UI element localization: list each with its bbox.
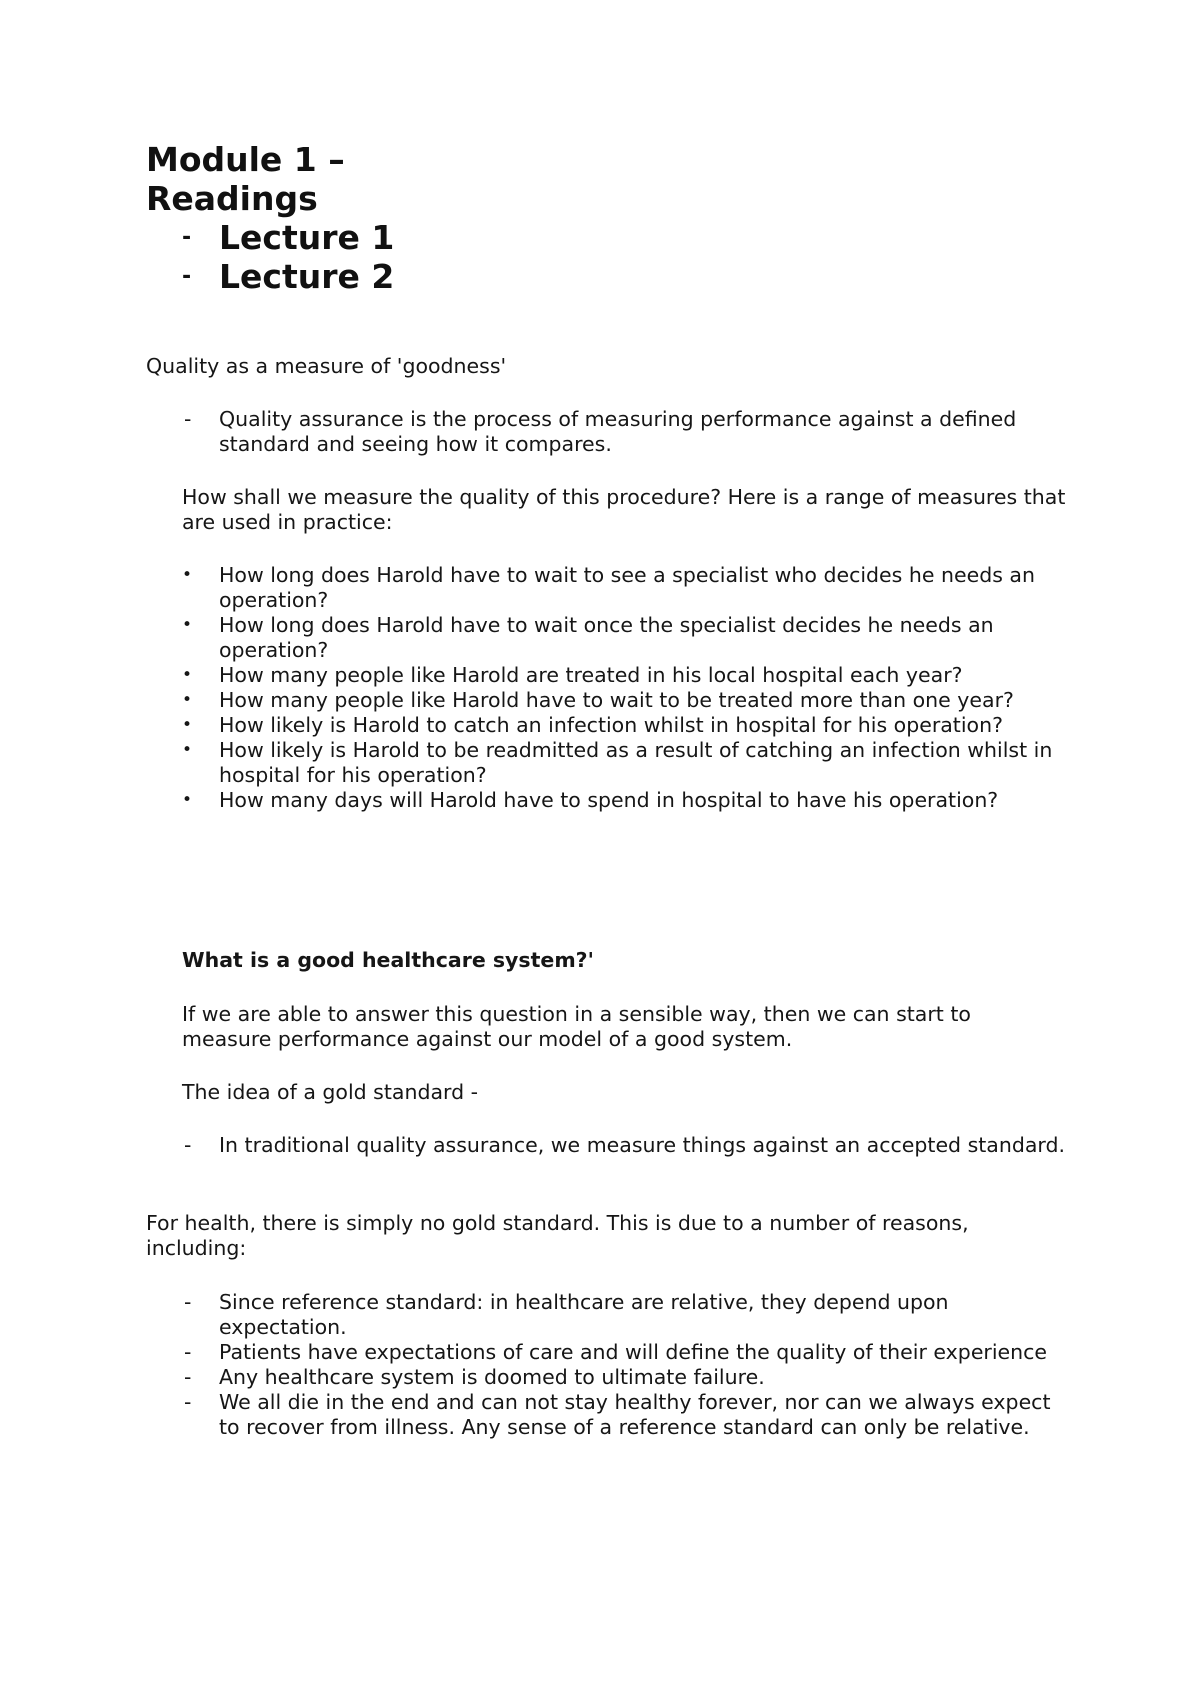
dash-marker: - [184, 1290, 192, 1314]
dash-marker: - [184, 407, 192, 431]
dash-marker: - [182, 264, 192, 289]
list-item-text: Quality assurance is the process of measuring performance against a defined standard and seeing how it compares. [219, 407, 1017, 456]
lecture-label: Lecture 1 [219, 218, 395, 257]
list-item [146, 1390, 1066, 1440]
bullet-marker: • [182, 790, 193, 810]
gold-standard-heading: The idea of a gold standard - [182, 1080, 479, 1104]
bullet-marker: • [182, 715, 193, 735]
list-item [146, 738, 1066, 788]
list-item-text: We all die in the end and can not stay healthy forever, nor can we always expect to recover from illness. Any sense of a reference standard can only be relative. [219, 1390, 1051, 1439]
list-item [146, 1365, 1066, 1390]
lecture-item [146, 257, 394, 296]
list-item-text: Any healthcare system is doomed to ultimate failure. [219, 1365, 765, 1389]
list-item-text: How many days will Harold have to spend in hospital to have his operation? [219, 788, 999, 812]
list-item-text: How many people like Harold have to wait to be treated more than one year? [219, 688, 1014, 712]
dash-marker: - [184, 1133, 192, 1157]
bullet-marker: • [182, 565, 193, 585]
section-heading-quality: Quality as a measure of 'goodness' [146, 354, 507, 378]
reasons-dash-list [146, 1290, 1066, 1440]
gold-standard-dash-list [146, 1133, 1066, 1158]
measures-intro: How shall we measure the quality of this procedure? Here is a range of measures that are used in practice: [182, 485, 1066, 534]
list-item [146, 713, 1066, 738]
list-item-text: In traditional quality assurance, we measure things against an accepted standard. [219, 1133, 1066, 1157]
list-item [146, 1290, 1066, 1340]
list-item-text: How likely is Harold to catch an infection whilst in hospital for his operation? [219, 713, 1003, 737]
list-item-text: Patients have expectations of care and will define the quality of their experience [219, 1340, 1048, 1364]
health-paragraph: For health, there is simply no gold standard. This is due to a number of reasons, including: [146, 1211, 969, 1260]
list-item [146, 613, 1066, 663]
section-heading-good-system: What is a good healthcare system?' [182, 948, 594, 972]
title-line-1: Module 1 – [146, 140, 345, 179]
bullet-marker: • [182, 690, 193, 710]
list-item-text: How many people like Harold are treated in his local hospital each year? [219, 663, 963, 687]
list-item-text: How long does Harold have to wait once the specialist decides he needs an operation? [219, 613, 994, 662]
list-item [146, 407, 1066, 457]
quality-dash-list [146, 407, 1066, 457]
list-item [146, 563, 1066, 613]
list-item-text: How long does Harold have to wait to see a specialist who decides he needs an operation? [219, 563, 1035, 612]
measures-bullet-list [146, 563, 1066, 813]
dash-marker: - [184, 1390, 192, 1414]
list-item-text: How likely is Harold to be readmitted as a result of catching an infection whilst in hospital for his operation? [219, 738, 1053, 787]
dash-marker: - [182, 225, 192, 250]
lecture-item [146, 218, 394, 257]
dash-marker: - [184, 1365, 192, 1389]
list-item [146, 688, 1066, 713]
bullet-marker: • [182, 615, 193, 635]
title-line-2: Readings [146, 179, 318, 218]
bullet-marker: • [182, 665, 193, 685]
document-title [146, 140, 345, 218]
dash-marker: - [184, 1340, 192, 1364]
bullet-marker: • [182, 740, 193, 760]
lecture-label: Lecture 2 [219, 257, 395, 296]
good-system-paragraph: If we are able to answer this question in a sensible way, then we can start to measure performance against our model of a good system. [182, 1002, 971, 1051]
list-item-text: Since reference standard: in healthcare are relative, they depend upon expectation. [219, 1290, 949, 1339]
list-item [146, 663, 1066, 688]
list-item [146, 1340, 1066, 1365]
list-item [146, 788, 1066, 813]
list-item [146, 1133, 1066, 1158]
lecture-list [146, 218, 394, 296]
